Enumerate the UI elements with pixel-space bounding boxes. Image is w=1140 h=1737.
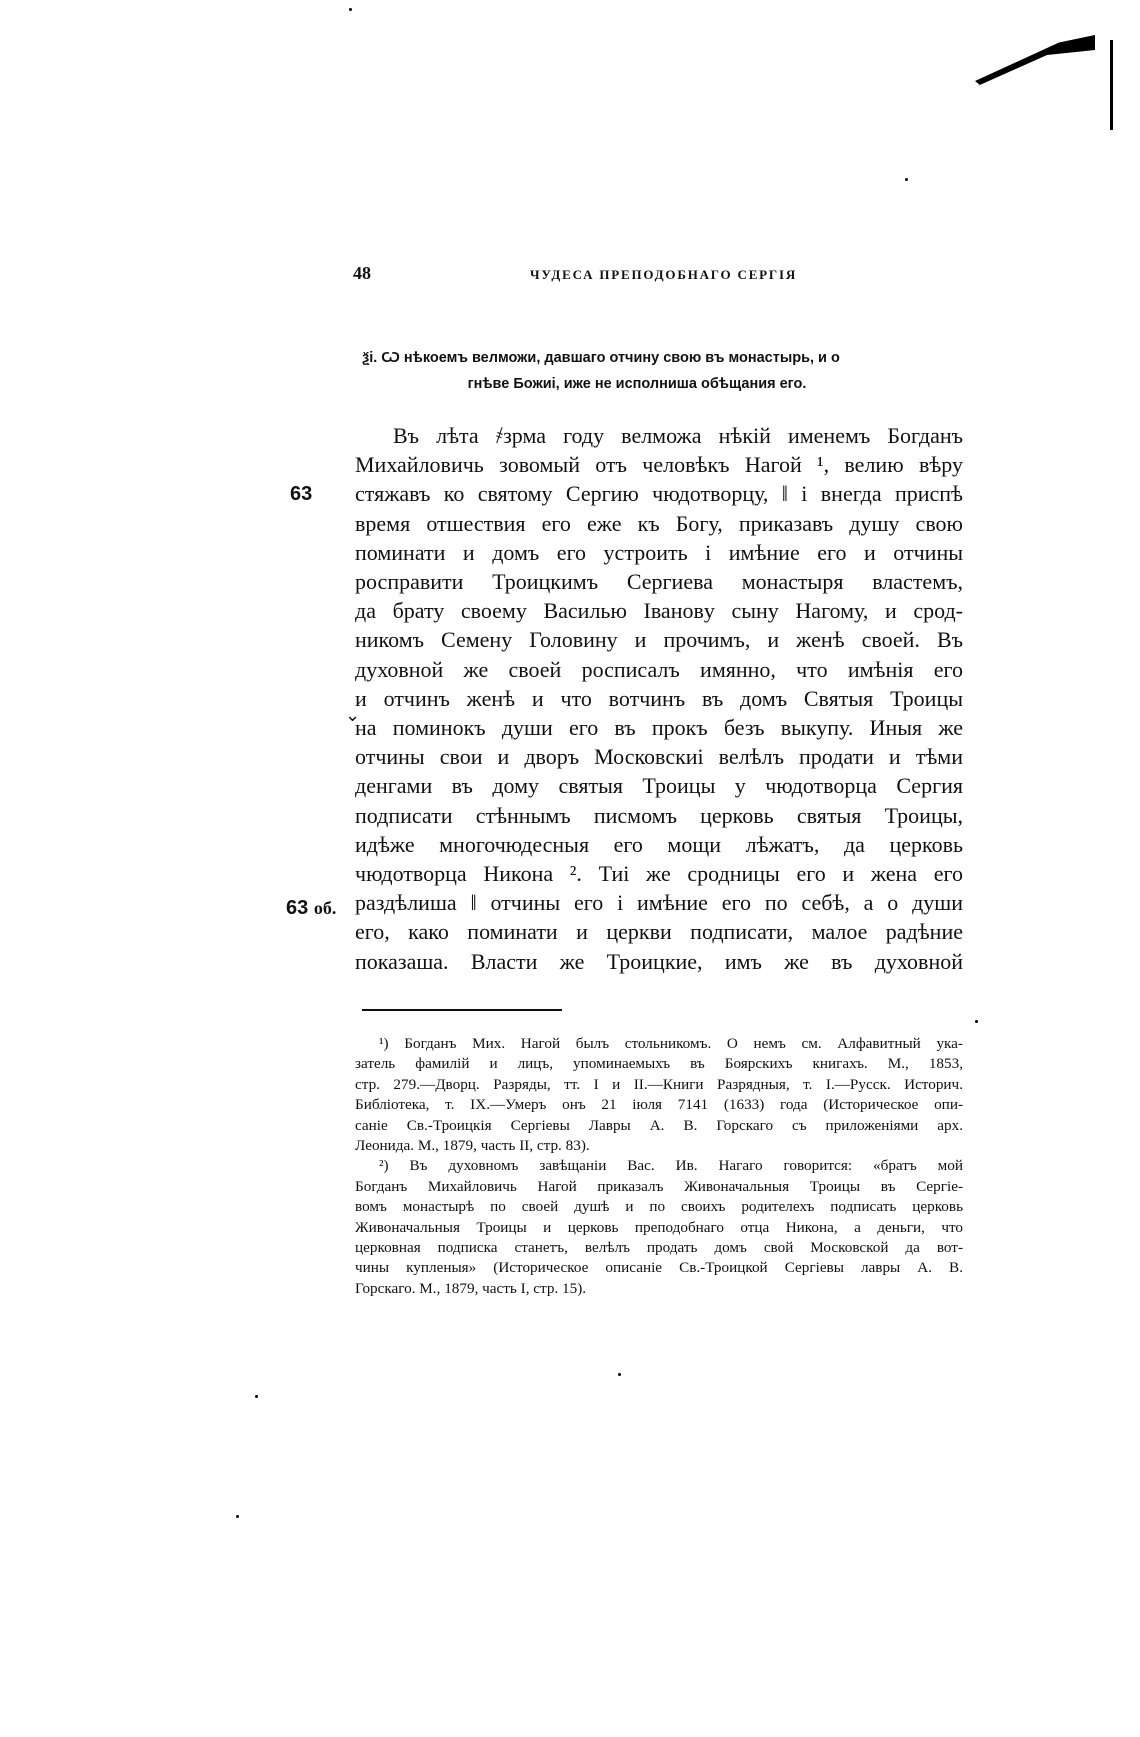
footnotes — [355, 1034, 963, 1299]
text-line: и отчинъ женѣ и что вотчинъ въ домъ Святыя Троицы — [355, 685, 963, 711]
footnote-line: вомъ монастырѣ по своей душѣ и по своихъ родителехъ подписать церковь — [355, 1198, 963, 1216]
footnote-line: церковная подписка станетъ, велѣлъ продать домъ свой Московской да вот- — [355, 1239, 963, 1257]
footnote-line: Библіотека, т. IX.—Умеръ онъ 21 іюля 7141 (1633) года (Историческое опи- — [355, 1096, 963, 1114]
text-line: Въ лѣта ҂зрма году велможа нѣкій именемъ Богданъ — [393, 423, 963, 448]
text-line: да брату своему Василью Івановy сыну Нагому, и срод- — [355, 598, 963, 624]
footnote-line: саніе Св.-Троицкія Сергіевы Лавры А. В. Горскаго съ приложеніями арх. — [355, 1116, 963, 1134]
footnote-1 — [355, 1034, 963, 1156]
margin-check-mark: ⌄ — [345, 705, 361, 725]
margin-folio-note: 63 — [290, 483, 313, 505]
footnote-line: Леонида. М., 1879, часть II, стр. 83). — [355, 1137, 590, 1155]
footnote-2 — [355, 1156, 963, 1299]
scan-edge-wedge — [975, 35, 1095, 85]
footnote-line: чины купленыя» (Историческое описаніе Св.-Троицкой Сергіевы лавры А. В. — [355, 1259, 963, 1277]
text-line: денгами въ дому святыя Троицы у чюдотворца Сергия — [355, 773, 963, 799]
section-heading — [362, 345, 952, 397]
text-line: показаша. Власти же Троицкие, имъ же въ духовной — [355, 948, 963, 974]
section-heading-line: гнѣве Божиі, иже не исполниша обѣщания его. — [467, 376, 807, 392]
text-line: Михайловичь зовомый отъ человѣкъ Нагой ¹, велию вѣру — [355, 452, 963, 478]
text-line: раздѣлиша ‖ отчины его і имѣние его по себѣ, а о души — [355, 890, 963, 916]
text-line: поминати и домъ его устроить і имѣние его и отчины — [355, 539, 963, 565]
footnote-line: ¹) Богданъ Мих. Нагой былъ стольникомъ. О немъ см. Алфавитный ука- — [379, 1035, 963, 1052]
footnote-line: Горскаго. М., 1879, часть I, стр. 15). — [355, 1279, 587, 1297]
running-title: ЧУДЕСА ПРЕПОДОБНАГО СЕРГІЯ — [530, 267, 798, 282]
footnote-line: ²) Въ духовномъ завѣщаніи Вас. Ив. Нагаго говорится: «братъ мой — [379, 1157, 963, 1175]
text-line: на поминокъ души его въ прокъ безъ выкупу. Иныя же — [355, 715, 963, 741]
text-line: стяжавъ ко святому Сергию чюдотворцу, ‖ і внегда приспѣ — [355, 481, 963, 507]
scan-speck — [255, 1395, 258, 1398]
text-line: время отшествия его еже къ Богу, приказавъ душу свою — [355, 510, 963, 536]
text-line: подписати стѣннымъ писмомъ церковь святыя Троицы, — [355, 802, 963, 828]
footnote-divider — [362, 1009, 562, 1011]
footnote-line: затель фамилій и лицъ, упоминаемыхъ въ Боярскихъ книгахъ. М., 1853, — [355, 1055, 963, 1073]
text-line: отчины свои и дворъ Московскиі велѣлъ продати и тѣми — [355, 744, 963, 770]
text-line: росправити Троицкимъ Сергиева монастыря властемъ, — [355, 569, 963, 595]
text-line: духовной же своей росписалъ имянно, что имѣнія его — [355, 656, 963, 682]
footnote-line: Живоначальныя Троицы и церковь преподобнаго отца Никона, а деньги, что — [355, 1218, 963, 1236]
text-line: идѣже многочюдесныя его мощи лѣжатъ, да церковь — [355, 831, 963, 857]
text-line: чюдотворца Никона ². Тиі же сродницы его и жена его — [355, 861, 963, 887]
scan-speck — [905, 178, 908, 181]
scan-speck — [618, 1373, 621, 1376]
scan-edge-line — [1110, 40, 1113, 130]
scan-speck — [349, 8, 352, 11]
text-line: его, како поминати и церкви подписати, малое радѣние — [355, 919, 963, 945]
page-number: 48 — [353, 263, 371, 283]
footnote-line: стр. 279.—Дворц. Разряды, тт. I и II.—Книги Разрядныя, т. I.—Русск. Историч. — [355, 1075, 963, 1093]
margin-folio-note: 63 об. — [286, 897, 337, 919]
footnote-line: Богданъ Михайловичь Нагой приказалъ Живоначальныя Троицы въ Сергіе- — [355, 1177, 963, 1195]
scan-speck — [236, 1515, 239, 1518]
body-text — [355, 421, 963, 976]
section-heading-line: ѯі. Ѡ нѣкоемъ велможи, давшаго отчину свою въ монастырь, и о — [362, 350, 840, 366]
text-line: никомъ Семену Головину и прочимъ, и женѣ своей. Въ — [355, 627, 963, 653]
scan-speck — [975, 1020, 978, 1023]
